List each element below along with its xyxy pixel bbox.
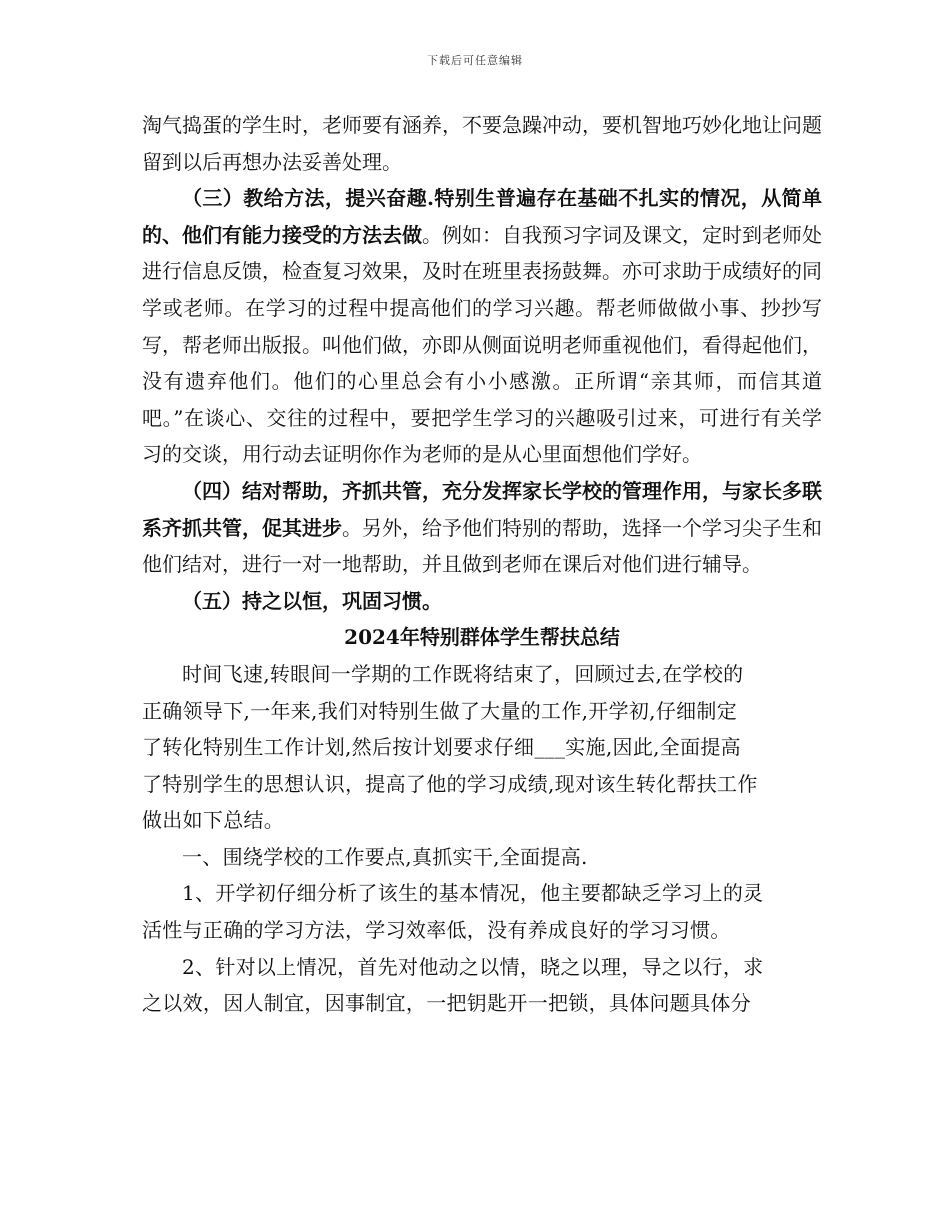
summary-point-1-line-1: 1、开学初仔细分析了该生的基本情况，他主要都缺乏学习上的灵 [182,881,764,906]
section-title: 2024年特别群体学生帮扶总结 [344,625,620,650]
summary-point-2-line-1: 2、针对以上情况，首先对他动之以情，晓之以理，导之以行，求 [182,954,764,979]
summary-point-2-line-2: 之以效，因人制宜，因事制宜，一把钥匙开一把锁，具体问题具体分 [142,991,751,1016]
summary-line-2: 正确领导下,一年来,我们对特别生做了大量的工作,开学初,仔细制定 [142,698,738,723]
summary-point-1-line-2: 活性与正确的学习方法，学习效率低，没有养成良好的学习习惯。 [142,918,731,943]
summary-line-3: 了转化特别生工作计划,然后按计划要求仔细___实施,因此,全面提高 [142,735,741,760]
summary-point-heading: 一、围绕学校的工作要点,真抓实干,全面提高. [182,844,588,869]
page-header-note: 下载后可任意编辑 [427,54,523,67]
paragraph-teach-methods [142,180,822,473]
paragraph-handling-mischief: 淘气捣蛋的学生时，老师要有涵养，不要急躁冲动，要机智地巧妙化地让问题留到以后再想办法妥善处理。 [142,113,822,174]
document-body [142,107,822,1022]
summary-line-4: 了特别学生的思想认识，提高了他的学习成绩,现对该生转化帮扶工作 [142,771,758,796]
paragraph-pair-help [142,473,822,583]
paragraph-teach-methods-body: 。例如：自我预习字词及课文，定时到老师处进行信息反馈，检查复习效果，及时在班里表扬鼓舞。亦可求助于成绩好的同学或老师。在学习的过程中提高他们的学习兴趣。帮老师做做小事、抄抄写写，帮老师出版报。叫他们做，亦即从侧面说明老师重视他们，看得起他们，没有遗弃他们。他们的心里总会有小小感激。正所谓“亲其师，而信其道吧。”在谈心、交往的过程中，要把学生学习的兴趣吸引过来，可进行有关学习的交谈，用行动去证明你作为老师的是从心里面想他们学好。 [142,222,822,467]
heading-pair-help: （四）结对帮助，齐抓共管，充分发挥家长学校的管理作用，与家长多联系齐抓共管，促其进步 [142,478,822,540]
summary-line-1: 时间飞速,转眼间一学期的工作既将结束了，回顾过去,在学校的 [182,661,744,686]
paragraph-pair-help-body: 。另外，给予他们特别的帮助，选择一个学习尖子生和他们结对，进行一对一地帮助，并且做到老师在课后对他们进行辅导。 [142,515,822,577]
heading-teach-methods: （三）教给方法，提兴奋趣.特别生普遍存在基础不扎实的情况，从简单的、他们有能力接受的方法去做 [142,186,822,247]
heading-persistence: （五）持之以恒，巩固习惯。 [182,588,442,613]
summary-line-5: 做出如下总结。 [142,808,285,833]
